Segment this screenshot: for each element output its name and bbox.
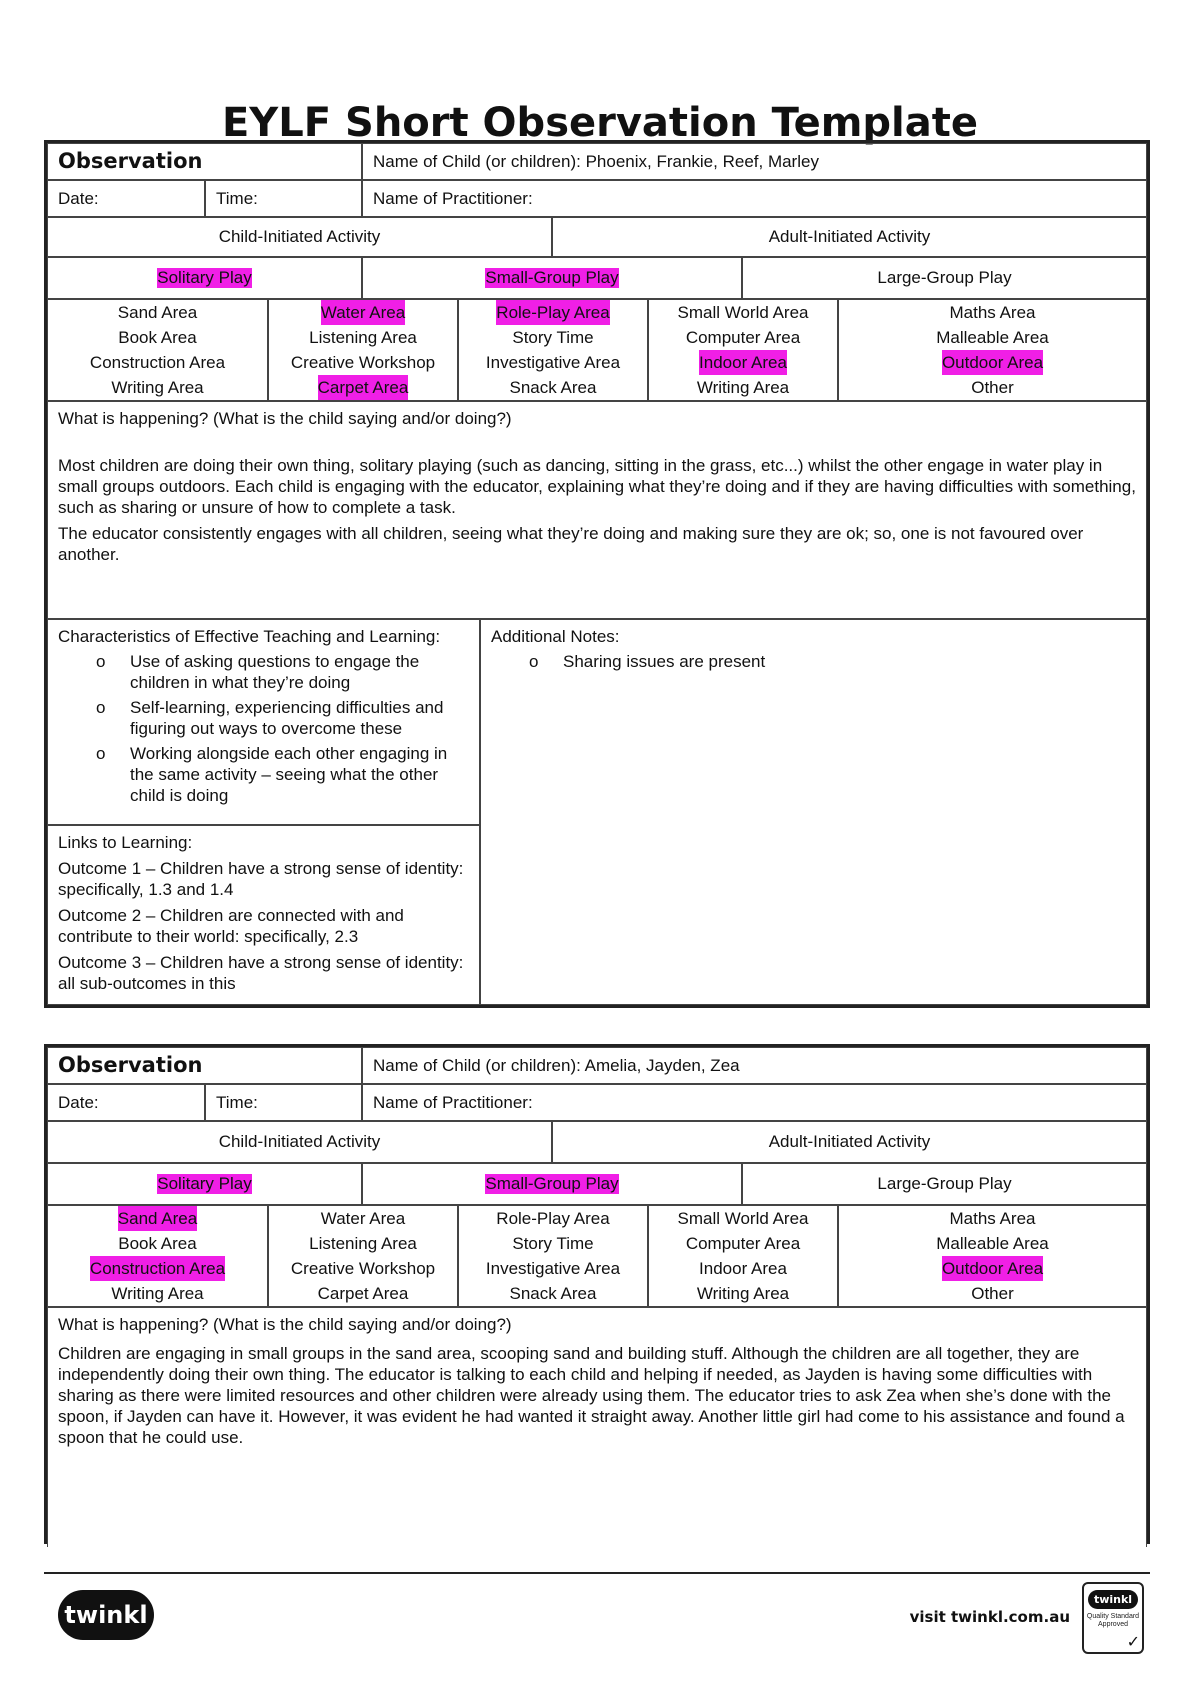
areas-column-3 xyxy=(458,1205,648,1307)
child-name-field[interactable]: Name of Child (or children): Phoenix, Frankie, Reef, Marley xyxy=(362,143,1147,180)
area-option[interactable]: Computer Area xyxy=(685,328,801,347)
area-option[interactable]: Maths Area xyxy=(949,303,1036,322)
happening-paragraph: Children are engaging in small groups in the sand area, scooping sand and building stuff. Although the children are all together, they are independently doing their own thing. The educator is talking to each child and helping if needed, as Jayden is having some difficulties with sharing as there were limited resources and other children were already using them. The educator tries to ask Zea when she’s done with the spoon, if Jayden can have it. However, it was evident he had wanted it straight away. Another little girl had come to his assistance and found a spoon that he could use. xyxy=(58,1344,1125,1447)
area-option[interactable]: Other xyxy=(971,1284,1014,1303)
bullet-icon: o xyxy=(96,744,106,763)
list-item: o Use of asking questions to engage the children in what they’re doing xyxy=(96,652,420,692)
observation-block-2 xyxy=(44,1044,1150,1544)
area-option[interactable]: Investigative Area xyxy=(485,353,621,372)
play-type-label: Large-Group Play xyxy=(877,1174,1012,1193)
child-name-field[interactable]: Name of Child (or children): Amelia, Jayden, Zea xyxy=(362,1047,1147,1084)
areas-column-5 xyxy=(838,1205,1147,1307)
area-option[interactable]: Role-Play Area xyxy=(496,1209,610,1228)
area-option[interactable]: Story Time xyxy=(512,1234,594,1253)
adult-initiated-option[interactable]: Adult-Initiated Activity xyxy=(552,217,1147,257)
area-option[interactable]: Outdoor Area xyxy=(942,1256,1043,1281)
areas-column-3 xyxy=(458,299,648,401)
twinkl-logo: twinkl xyxy=(58,1590,154,1640)
area-option[interactable]: Book Area xyxy=(118,1234,197,1253)
area-option[interactable]: Book Area xyxy=(118,328,197,347)
area-option[interactable]: Writing Area xyxy=(696,378,790,397)
areas-column-4 xyxy=(648,1205,838,1307)
what-is-happening-label: What is happening? (What is the child saying and/or doing?) xyxy=(58,409,512,428)
date-field[interactable]: Date: xyxy=(47,1084,205,1121)
child-initiated-option[interactable]: Child-Initiated Activity xyxy=(47,1121,552,1163)
list-item: o Working alongside each other engaging in the same activity – seeing what the other child is doing xyxy=(96,744,448,805)
bullet-icon: o xyxy=(529,652,539,671)
area-option[interactable]: Other xyxy=(971,378,1014,397)
area-option[interactable]: Writing Area xyxy=(696,1284,790,1303)
play-type-label: Large-Group Play xyxy=(877,268,1012,287)
practitioner-field[interactable]: Name of Practitioner: xyxy=(362,1084,1147,1121)
practitioner-field[interactable]: Name of Practitioner: xyxy=(362,180,1147,217)
bullet-icon: o xyxy=(96,698,106,717)
areas-column-1 xyxy=(47,1205,268,1307)
check-icon: ✓ xyxy=(1126,1634,1140,1651)
links-label: Links to Learning: xyxy=(58,833,193,852)
observation-heading: Observation xyxy=(47,143,362,180)
what-is-happening-box[interactable] xyxy=(47,401,1147,619)
area-option[interactable]: Creative Workshop xyxy=(290,353,436,372)
play-type-small-group[interactable] xyxy=(362,1163,742,1205)
date-field[interactable]: Date: xyxy=(47,180,205,217)
happening-paragraph: The educator consistently engages with all children, seeing what they’re doing and making sure they are ok; so, one is not favoured over another. xyxy=(58,524,1084,564)
links-item: Outcome 2 – Children are connected with and contribute to their world: specifically, 2.3 xyxy=(58,906,404,946)
links-to-learning-box[interactable] xyxy=(47,825,480,1005)
area-option[interactable]: Indoor Area xyxy=(699,1259,787,1278)
area-option[interactable]: Carpet Area xyxy=(317,1284,409,1303)
area-option[interactable]: Small World Area xyxy=(677,1209,809,1228)
area-option[interactable]: Water Area xyxy=(321,300,405,325)
area-option[interactable]: Writing Area xyxy=(111,378,204,397)
area-option[interactable]: Malleable Area xyxy=(936,328,1049,347)
area-option[interactable]: Computer Area xyxy=(685,1234,801,1253)
child-initiated-option[interactable]: Child-Initiated Activity xyxy=(47,217,552,257)
observation-heading: Observation xyxy=(47,1047,362,1084)
area-option[interactable]: Construction Area xyxy=(89,353,226,372)
play-type-solitary[interactable] xyxy=(47,1163,362,1205)
page-footer xyxy=(44,1572,1150,1660)
visit-link[interactable]: visit twinkl.com.au xyxy=(909,1608,1070,1626)
area-option[interactable]: Snack Area xyxy=(509,378,597,397)
area-option[interactable]: Indoor Area xyxy=(699,350,787,375)
play-type-solitary[interactable] xyxy=(47,257,362,299)
area-option[interactable]: Listening Area xyxy=(309,328,417,347)
area-option[interactable]: Maths Area xyxy=(949,1209,1036,1228)
bullet-icon: o xyxy=(96,652,106,671)
characteristics-list xyxy=(58,651,469,806)
area-option[interactable]: Writing Area xyxy=(111,1284,204,1303)
page-title: EYLF Short Observation Template xyxy=(221,100,978,146)
area-option[interactable]: Malleable Area xyxy=(936,1234,1049,1253)
area-option[interactable]: Role-Play Area xyxy=(496,300,609,325)
area-option[interactable]: Listening Area xyxy=(309,1234,417,1253)
what-is-happening-label: What is happening? (What is the child saying and/or doing?) xyxy=(58,1315,512,1334)
areas-column-2 xyxy=(268,299,458,401)
area-option[interactable]: Sand Area xyxy=(118,1206,197,1231)
area-option[interactable]: Water Area xyxy=(320,1209,406,1228)
happening-paragraph: Most children are doing their own thing, solitary playing (such as dancing, sitting in the grass, etc...) whilst the other engage in water play in small groups outdoors. Each child is engaging with the educator, explaining what they’re doing and if they are having difficulties with something, such as sharing or unsure of how to complete a task. xyxy=(58,456,1136,517)
play-type-large-group[interactable] xyxy=(742,257,1147,299)
characteristics-label: Characteristics of Effective Teaching and Learning: xyxy=(58,627,441,646)
area-option[interactable]: Construction Area xyxy=(90,1256,225,1281)
play-type-small-group[interactable] xyxy=(362,257,742,299)
what-is-happening-box[interactable] xyxy=(47,1307,1147,1547)
list-item: o Self-learning, experiencing difficulties and figuring out ways to overcome these xyxy=(96,698,444,738)
areas-column-2 xyxy=(268,1205,458,1307)
area-option[interactable]: Creative Workshop xyxy=(290,1259,436,1278)
play-type-label: Small-Group Play xyxy=(485,268,619,287)
areas-column-5 xyxy=(838,299,1147,401)
time-field[interactable]: Time: xyxy=(205,180,362,217)
badge-caption: Quality Standard Approved xyxy=(1086,1613,1140,1628)
play-type-label: Solitary Play xyxy=(157,268,252,287)
additional-notes-box[interactable] xyxy=(480,619,1147,1005)
badge-logo: twinkl xyxy=(1088,1590,1138,1609)
play-type-label: Small-Group Play xyxy=(485,1174,619,1193)
observation-block-1 xyxy=(44,140,1150,1008)
area-option[interactable]: Outdoor Area xyxy=(942,350,1043,375)
areas-column-4 xyxy=(648,299,838,401)
list-item: o Sharing issues are present xyxy=(529,652,766,671)
adult-initiated-option[interactable]: Adult-Initiated Activity xyxy=(552,1121,1147,1163)
notes-label: Additional Notes: xyxy=(491,627,620,646)
area-option[interactable]: Investigative Area xyxy=(485,1259,621,1278)
area-option[interactable]: Carpet Area xyxy=(318,375,409,400)
area-option[interactable]: Story Time xyxy=(512,328,594,347)
area-option[interactable]: Snack Area xyxy=(509,1284,597,1303)
quality-badge-icon xyxy=(1082,1582,1144,1654)
play-type-large-group[interactable] xyxy=(742,1163,1147,1205)
characteristics-box[interactable] xyxy=(47,619,480,825)
time-field[interactable]: Time: xyxy=(205,1084,362,1121)
areas-column-1 xyxy=(47,299,268,401)
links-item: Outcome 3 – Children have a strong sense of identity: all sub-outcomes in this xyxy=(58,953,464,993)
links-item: Outcome 1 – Children have a strong sense of identity: specifically, 1.3 and 1.4 xyxy=(58,859,464,899)
notes-list xyxy=(491,651,1136,672)
area-option[interactable]: Sand Area xyxy=(117,303,198,322)
area-option[interactable]: Small World Area xyxy=(677,303,809,322)
play-type-label: Solitary Play xyxy=(157,1174,252,1193)
